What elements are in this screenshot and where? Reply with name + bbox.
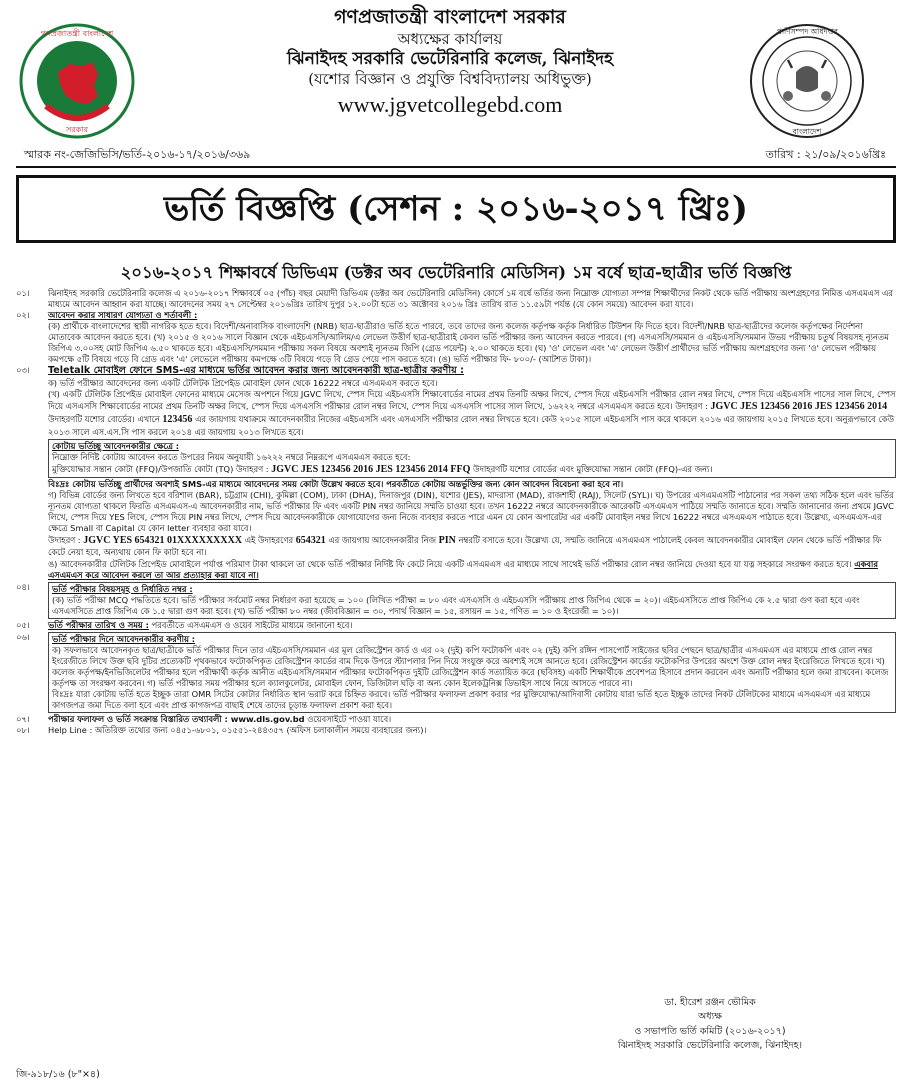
print-code: জি-৯১৮/১৬ (৮"×৪) [16, 1069, 100, 1080]
right-seal-top-text: প্রাণিসম্পদ অধিদপ্তর [776, 27, 838, 36]
section-number: ০২। [16, 310, 30, 321]
quota-warning: বিঃদ্রঃ কোটায় ভর্তিচ্ছু প্রার্থীদের অবশ্যই SMS-এর মাধ্যমে আবেদনের সময় কোটা উল্লেখ করতে হবে। পরবর্তীতে কোটায় অন্তর্ভুক্তির জন্য কোন আবেদন বিবেচনা করা হবে না। [48, 479, 624, 490]
notice-date: তারিখ : ২১/০৯/২০১৬খ্রিঃ [765, 148, 886, 161]
section-heading: ভর্তি পরীক্ষার বিষয়সমূহ ও নির্ধারিত নম্বর : [52, 583, 193, 594]
header-text-block [160, 6, 740, 118]
section-text: (ক) ভর্তি পরীক্ষা MCQ পদ্ধতিতে হবে। ভর্তি পরীক্ষার সর্বমোট নম্বর নির্ধারণ করা হয়েছে = ১০০ (লিখিত পরীক্ষা = ৮০ এবং এসএসসি ও এইচএসসি পরীক্ষায় প্রাপ্ত জিপিএ থেকে = ২০)। এইচএসসিতে প্রাপ্ত জিপিএ কে ২.৫ দ্বারা গুণ করা হবে এবং এসএসসিতে প্রাপ্ত জিপিএ কে ১.৫ দ্বারা গুণ করা হবে। (খ) ভর্তি পরীক্ষা ৮০ নম্বর (জীববিজ্ঞান = ৩০, পদার্থ বিজ্ঞান = ১৫, রসায়ন = ১৫, গণিত = ১০ ও ইংরেজী = ১০)। [52, 594, 860, 616]
section-text: ঝিনাইদহ সরকারি ভেটেরিনারি কলেজ এ ২০১৬-২০১৭ শিক্ষাবর্ষে ০৫ (পাঁচ) বছর মেয়াদী ডিভিএম (ডক্টর অব ভেটেরিনারি মেডিসিন) কোর্সে ১ম বর্ষে ভর্তির জন্য নিম্নোক্ত যোগ্যতা সম্পন্ন শিক্ষার্থীদের নিকট থেকে ভর্তি পরীক্ষায় অংশগ্রহণের নিমিত্ত এসএমএস এর মাধ্যমে আবেদন আহ্বান করা যাচ্ছে। আবেদনের সময় ২৭ সেপ্টেম্বর ২০১৬খ্রিঃ তারিখ দুপুর ১২.০০টা হতে ৩১ অক্টোবর ২০১৬ খ্রিঃ তারিখ রাত ১১.৫৯টা পর্যন্ত (যে কোন সময়ে) আবেদন করা যাবে। [48, 288, 893, 310]
notice-title: ভর্তি বিজ্ঞপ্তি (সেশন : ২০১৬-২০১৭ খ্রিঃ) [163, 189, 749, 229]
paragraph-text: উদাহরণ : [48, 535, 81, 546]
paragraph-text: মুক্তিযোদ্ধার সন্তান কোটা (FFQ)/উপজাতি কোটা (TQ) উদাহরণ : [52, 463, 269, 474]
sms-example: JGVC JES 123456 2016 JES 123456 2014 [710, 401, 888, 413]
right-seal-bottom-text: বাংলাদেশ [792, 127, 822, 136]
paragraph-text: এর জায়গায় আবেদনকারীর নিজ [328, 535, 436, 546]
header-divider [16, 166, 896, 168]
section-paragraph [48, 559, 896, 581]
memo-number: স্মারক নং-জেজিভিসি/ভর্তি-২০১৬-১৭/২০১৬/৩৬৯ [24, 148, 251, 161]
section-number: ০৭। [16, 713, 30, 724]
signatory-title: অধ্যক্ষ [697, 1011, 722, 1023]
section-7 [16, 714, 896, 725]
section-8 [16, 725, 896, 736]
paragraph-text: উদাহরণটি যশোর বোর্ডের। এখানে [48, 414, 160, 425]
college-name: ঝিনাইদহ সরকারি ভেটেরিনারি কলেজ, ঝিনাইদহ [287, 48, 613, 69]
signatory-committee: ও সভাপতি ভর্তি কমিটি (২০১৬-২০১৭) [634, 1025, 786, 1037]
college-website: www.jgvetcollegebd.com [337, 91, 563, 117]
helpline-text: Help Line : অতিরিক্ত তথ্যের জন্য ০৪৫১-৬৮০১, ০১৫৫১-২৪৪৩৫৭ (অফিস চলাকালীন সময়ে ব্যবহারের জন্য)। [48, 724, 427, 735]
government-name: গণপ্রজাতন্ত্রী বাংলাদেশ সরকার [334, 6, 566, 28]
office-name: অধ্যক্ষের কার্যালয় [397, 29, 503, 48]
section-3 [16, 365, 896, 580]
paragraph-text: ঙ) আবেদনকারীর টেলিটক প্রিপেইড মোবাইলে পর্যাপ্ত পরিমাণ টাকা থাকলে তা থেকে ভর্তি পরীক্ষার নির্দিষ্ট ফি কেটে নিয়ে একটি এসএমএস এর মাধ্যমে সাথে সাথেই ভর্তি পরীক্ষার রোল নম্বর জানিয়ে দেওয়া হবে যা যত্ন সহকারে সংরক্ষণ করতে হবে। [48, 558, 852, 569]
section-box [48, 632, 896, 713]
affiliation-text: (যশোর বিজ্ঞান ও প্রযুক্তি বিশ্ববিদ্যালয় অধিভুক্ত) [308, 69, 592, 88]
quota-note: বিঃদ্রঃ যারা কোটায় ভর্তি হতে ইচ্ছুক তারা OMR সিটের কোটার নির্ধারিত স্থান ভরাট করে চিহ্নিত করবে। ভর্তি পরীক্ষার ফলাফল প্রকাশ করার পর মুক্তিযোদ্ধা/আদিবাসী কোটায় যারা ভর্তি হতে ইচ্ছুক তাদের নিকট টেলিটকের মাধ্যমে এসএমএস এর মাধ্যমে কাগজপত্র জমা দিতে বলা হবে এবং প্রাপ্ত কাগজপত্র বাছাই শেষে তাদের চূড়ান্ত ফলাফল প্রকাশ করা হবে। [52, 688, 871, 710]
paragraph-text: (খ) একটি টেলিটক প্রিপেইড মোবাইল ফোনের মাধ্যমে মেসেজ অপশনে গিয়ে JGVC লিখে, স্পেস দিয়ে এইচএসসি শিক্ষাবোর্ডের নামের প্রথম তিনটি অক্ষর লিখে, স্পেস দিয়ে এইচএসসি পরীক্ষার রোল নম্বর লিখে, স্পেস দিয়ে এইচএসসি পাসের সাল লিখে, স্পেস দিয়ে এসএসসি শিক্ষাবোর্ডের নামের প্রথম তিনটি অক্ষর লিখে, স্পেস দিয়ে এসএসসি পরীক্ষার রোল নম্বর লিখে, স্পেস দিয়ে এসএসসি পাসের সাল লিখে, ১৬২২২ নম্বরে এসএমএস করতে হবে। উদাহরণ : [48, 389, 896, 412]
notice-header [0, 0, 912, 165]
section-paragraph: গ) বিভিন্ন বোর্ডের জন্য লিখতে হবে বরিশাল (BAR), চট্টগ্রাম (CHI), কুমিল্লা (COM), ঢাকা (DHA), দিনাজপুর (DIN), যশোর (JES), মাদরাসা (MAD), রাজশাহী (RAJ), সিলেট (SYL)। ঘ) উপরের এসএমএসটি পাঠানোর পর সকল তথ্য সঠিক হলে এবং ভর্তির ন্যূনতম যোগ্যতা থাকলে ফিরতি এসএমএস-এ আবেদনকারীর নাম, ভর্তি পরীক্ষার ফি এবং একটি PIN নম্বর জানিয়ে সম্মতি চাওয়া হবে। তখন 16222 নম্বরে আবেদনকারীকে আরেকটি এসএমএস পাঠিয়ে সম্মতি জানাতে হবে। সম্মতি জানানোর জন্য প্রথমে JGVC লিখে, স্পেস দিয়ে YES লিখে, স্পেস দিয়ে PIN নম্বর লিখে, স্পেস দিয়ে আবেদনকারীকে যোগাযোগের জন্য নিজে ব্যবহার করতে পারে এমন যে কোন অপারেটর এর একটি মোবাইল নম্বর লিখে 16222 নম্বরে এসএমএস পাঠাতে হবে। উল্লেখ্য, এসএমএস-এর ক্ষেত্রে Small বা Capital যে কোন letter ব্যবহার করা যাবে। [48, 490, 894, 534]
paragraph-text: নম্বরটি বসাতে হবে। উল্লেখ্য যে, সম্মতি জানিয়ে এসএমএস পাঠালেই কেবল আবেদনকারীর মোবাইল ফোন থেকে ভর্তি পরীক্ষার ফি কেটে নেয়া হবে, অন্যথায় কোন ফি কাটা হবে না। [48, 535, 882, 558]
section-text: ওয়েবসাইটে পাওয়া যাবে। [307, 713, 392, 724]
pin-word: PIN [438, 535, 456, 547]
left-seal-top-text: গণপ্রজাতন্ত্রী বাংলাদেশ [40, 29, 114, 38]
section-paragraph [48, 534, 896, 558]
section-text: (ক) প্রার্থীকে বাংলাদেশের স্থায়ী নাগরিক হতে হবে। বিদেশী/অনাবাসিক বাংলাদেশি (NRB) ছাত্র-ছাত্রীরাও ভর্তি হতে পারবে, তবে তাদের জন্য কলেজ কর্তৃপক্ষ কর্তৃক নির্ধারিত টিউশন ফি দিতে হবে। বিদেশী/NRB ছাত্র-ছাত্রীদের কলেজ কর্তৃপক্ষের নির্দেশনা মোতাবেক আবেদন করতে হবে। (খ) ২০১৫ ও ২০১৬ সালে বিজ্ঞান থেকে এইচএসসি/আলিম/এ লেভেল উত্তীর্ণ ছাত্র-ছাত্রীরাই কেবল ভর্তি পরীক্ষার জন্য আবেদন করতে পারবে। (গ) এসএসসি/সমমান ও এইচএসসি/সমমান উভয় পরীক্ষায় চতুর্থ বিষয়সহ ন্যূনতম জিপিএ ৩.০০সহ মোট জিপিএ ৬.৫০ থাকতে হবে। এইচএসসি/সমমান পরীক্ষায় সকল বিষয়ে অবশ্যই ন্যূনতম জিপি (গ্রেড পয়েন্ট) ২.০০ থাকতে হবে। (ঘ) 'ও' লেভেল এবং 'এ' লেভেল উত্তীর্ণ প্রার্থীদের ভর্তি পরীক্ষায় অংশগ্রহণের জন্য 'ও' লেভেল পরীক্ষায় কমপক্ষে ৫টি বিষয়ে গড়ে বি গ্রেড এবং 'এ' লেভেলে পরীক্ষায় কমপক্ষে ৩টি বিষয়ে গড়ে বি গ্রেড পেয়ে পাস করতে হবে। (ঙ) ভর্তি পরীক্ষার ফি- ৮০০/- (আটশত টাকা)। [48, 321, 889, 365]
quota-sms-example: JGVC JES 123456 2016 JES 123456 2014 FFQ [271, 463, 471, 475]
section-heading: Teletalk মোবাইল ফোনে SMS-এর মাধ্যমে ভর্তির আবেদন করার জন্য আবেদনকারী ছাত্র-ছাত্রীর করণীয় : [48, 365, 464, 377]
paragraph-text: এর জায়গায় যথাক্রমে আবেদনকারীর নিজের এইচএসসি এবং এসএসসি পরীক্ষার রোল নম্বর লিখতে হবে। কেউ ২০১৫ সালে এইচএসসি পাস করে থাকলে ২০১৬ এর জায়গায় ২০১৫ লিখতে হবে। অনুরূপভাবে কেউ ২০১৩ সালে এস.এস.সি পাস করলে ২০১৪ এর জায়গায় ২০১৩ লিখতে হবে। [48, 414, 894, 437]
paragraph-text: এই উদাহরণের [244, 535, 294, 546]
bangladesh-government-seal-icon [18, 22, 136, 140]
roll-example: 123456 [162, 414, 193, 426]
section-number: ০৫। [16, 619, 30, 630]
section-2 [16, 310, 896, 365]
quota-text: নিম্নোক্ত নির্দিষ্ট কোটায় আবেদন করতে উপরের নিয়ম অনুযায়ী ১৬২২২ নম্বরে নিম্নরূপে এসএমএস করতে হবে: [52, 451, 411, 462]
memo-row [24, 146, 886, 166]
section-number: ০৬। [16, 631, 30, 642]
paragraph-text: উদাহরণটি যশোর বোর্ডের এবং মুক্তিযোদ্ধা সন্তান কোটা (FFQ)-এর জন্য। [473, 463, 713, 474]
signature-block [560, 996, 860, 1053]
section-number: ০৩। [16, 365, 30, 376]
section-text: পরবর্তীতে এসএমএস ও ওয়েব সাইটের মাধ্যমে জানানো হবে। [151, 619, 353, 630]
section-paragraph [48, 389, 896, 438]
section-heading: পরীক্ষার ফলাফল ও ভর্তি সংক্রান্ত বিস্তারিত তথ্যাবলী : www.dls.gov.bd [48, 713, 305, 724]
section-text: ক) সফলভাবে আবেদনকৃত ছাত্র/ছাত্রীকে ভর্তি পরীক্ষার দিনে তার এইচএসসি/সমমান এর মূল রেজিস্ট্রেশন কার্ড ও এর ০২ (দুই) কপি ফটোকপি এবং ০২ (দুই) কপি রঙ্গিন পাসপোর্ট সাইজের ছবির পেছনে ছাত্র/ছাত্রীর এসএমএস এর মাধ্যমে প্রাপ্ত রোল নম্বর ইংরেজীতে লিখে উক্ত ছবি দুটির প্রত্যেকটি পৃথকভাবে ফটোকপিকৃত রেজিস্ট্রেশন কার্ডের বাম দিকে উপরে স্ট্যাপলার পিন দিয়ে সংযুক্ত করে অবশ্যই সঙ্গে আনতে হবে। রেজিস্ট্রেশন কার্ডের ফটোকপির উপরের অংশে উক্ত রোল নম্বর ইংরেজিতে লিখতে হবে। খ) কলেজ কর্তৃপক্ষ/ইনভিজিলেটর পরীক্ষার হলে পরীক্ষার্থী কর্তৃক আনীত এইচএসসি/সমমান পরীক্ষার ফটোকপিকৃত দুইটি রেজিস্ট্রেশন কার্ড সত্যায়িত করে (ছবিসহ) একটি শিক্ষার্থীকে প্রবেশপত্র হিসাবে প্রদান করবেন এবং অন্যটি পরীক্ষার হলে জমা রাখবেন। কলেজ কর্তৃপক্ষ তা সংরক্ষণ করবেন। গ) ভর্তি পরীক্ষার সময় পরীক্ষার হলে ক্যালকুলেটর, মোবাইল ফোন, ডিজিটাল ঘড়ি বা অন্য কোন ইলেকট্রনিক্স ডিভাইস সাথে নিয়ে আসতে পারবে না। [52, 644, 889, 688]
quota-heading: কোটায় ভর্তিচ্ছু আবেদনকারীর ক্ষেত্রে : [52, 440, 180, 451]
section-heading: ভর্তি পরীক্ষার তারিখ ও সময় : [48, 619, 149, 630]
title-banner [16, 175, 896, 243]
quota-box [48, 439, 896, 478]
section-6 [16, 632, 896, 713]
signatory-name: ডা. হীরেশ রঞ্জন ভৌমিক [664, 997, 756, 1008]
left-seal-bottom-text: সরকার [65, 125, 89, 134]
quota-text [52, 463, 892, 476]
section-1 [16, 288, 896, 310]
consent-sms-example: JGVC YES 654321 01XXXXXXXXX [83, 535, 243, 547]
section-4 [16, 582, 896, 619]
notice-body [16, 288, 896, 736]
section-heading: ভর্তি পরীক্ষার দিনে আবেদনকারীর করণীয় : [52, 633, 196, 644]
section-5 [16, 620, 896, 631]
section-box [48, 582, 896, 619]
section-heading: আবেদন করার সাধারণ যোগ্যতা ও শর্তাবলী : [48, 310, 198, 321]
livestock-department-seal-icon [748, 22, 866, 140]
pin-example: 654321 [295, 535, 326, 547]
notice-subtitle: ২০১৬-২০১৭ শিক্ষাবর্ষে ডিভিএম (ডক্টর অব ভেটেরিনারি মেডিসিন) ১ম বর্ষে ছাত্র-ছাত্রীর ভর্তি বিজ্ঞপ্তি [120, 263, 792, 282]
section-number: ০৮। [16, 724, 30, 735]
section-number: ০১। [16, 288, 30, 298]
section-paragraph: ক) ভর্তি পরীক্ষার আবেদনের জন্য একটি টেলিটক প্রিপেইড মোবাইল ফোন থেকে 16222 নম্বরে এসএমএস করতে হবে। [48, 377, 438, 388]
signatory-college: ঝিনাইদহ সরকারি ভেটেরিনারি কলেজ, ঝিনাইদহ। [617, 1039, 803, 1051]
section-number: ০৪। [16, 581, 30, 592]
withdrawal-warning: একবার এসএমএস করে আবেদন করলে তা আর প্রত্যাহার করা যাবে না। [48, 558, 878, 580]
